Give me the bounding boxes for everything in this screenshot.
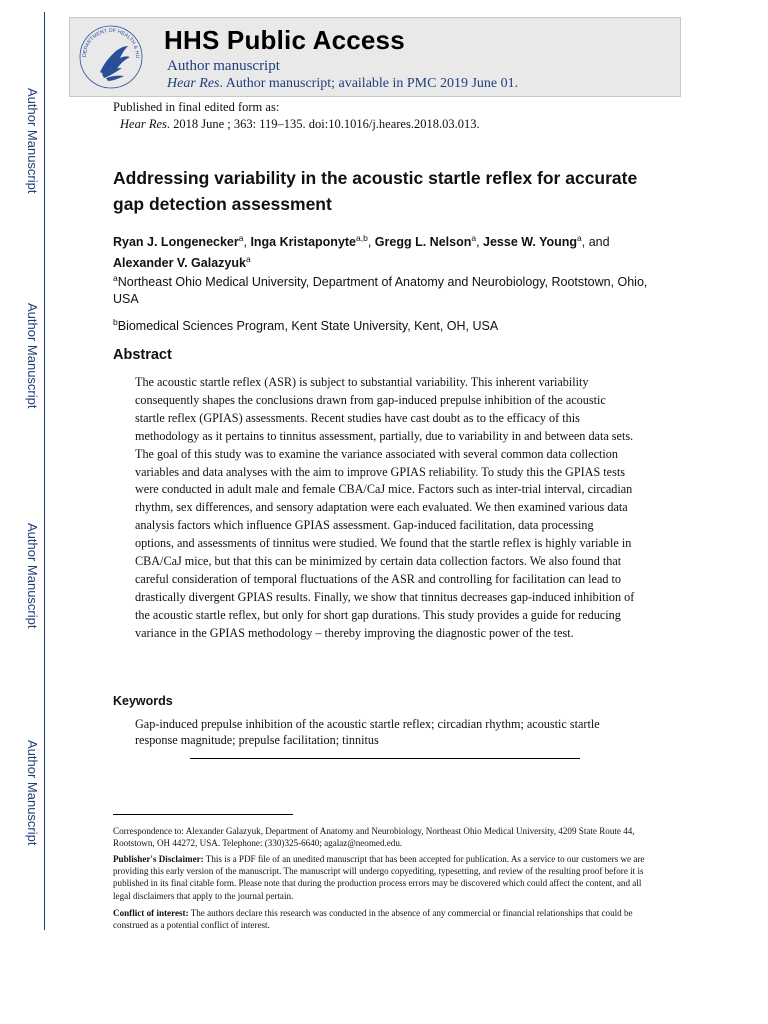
conflict-of-interest-note [113, 907, 653, 931]
author-name: Inga Kristaponyte [250, 235, 357, 250]
keywords-text: Gap-induced prepulse inhibition of the acoustic startle reflex; circadian rhythm; acoustic startle response magnitude; prepulse facilitation; tinnitus [135, 717, 600, 747]
affiliation-text: Biomedical Sciences Program, Kent State University, Kent, OH, USA [117, 319, 499, 334]
author-list [113, 230, 673, 272]
svg-text:DEPARTMENT OF HEALTH & HUMAN S [78, 24, 140, 59]
correspondence-note: Correspondence to: Alexander Galazyuk, Department of Anatomy and Neurobiology, Northeast Ohio Medical University, 4209 State Route 44, Rootstown, OH 44272, USA. Telephone: (330)325-6640; agalaz@neomed.edu. [113, 826, 635, 849]
author-separator: , [243, 235, 251, 250]
keywords-heading: Keywords [113, 694, 173, 708]
citation-details: . 2018 June ; 363: 119–135. doi:10.1016/j.heares.2018.03.013. [166, 117, 480, 131]
author-name: Gregg L. Nelson [374, 235, 472, 250]
author-separator: , [367, 235, 375, 250]
article-title: Addressing variability in the acoustic startle reflex for accurate gap detection assessment [113, 168, 638, 214]
author-affil-mark: a [245, 254, 251, 265]
conflict-text: The authors declare this research was conducted in the absence of any commercial or financial relationships that could be construed as a potential conflict of interest. [113, 908, 633, 931]
author-and: , and [581, 235, 610, 250]
affiliation-a [113, 270, 673, 308]
author-separator: , [476, 235, 484, 250]
publication-citation [120, 117, 480, 132]
author-affil-mark: a [471, 233, 477, 243]
margin-label-3: Author Manuscript [25, 523, 40, 629]
hhs-journal-name: Hear Res [167, 76, 220, 91]
keywords-divider [190, 758, 580, 759]
author-name: Ryan J. Longenecker [113, 235, 239, 250]
affiliation-text: Northeast Ohio Medical University, Department of Anatomy and Neurobiology, Rootstown, Ohio, USA [113, 275, 648, 307]
abstract-text: The acoustic startle reflex (ASR) is subject to substantial variability. This inherent variability consequently shapes the conclusions drawn from gap-induced prepulse inhibition of the acoustic startle reflex (GPIAS) assessments. Recent studies have cast doubt as to the efficacy of this methodology as it pertains to tinnitus assessment, partially, due to variability in and between data sets. The goal of this study was to examine the variance associated with several common data collection variables and data analyses with the aim to improve GPIAS reliability. To study this the GPIAS tests were conducted in adult male and female CBA/CaJ mice. Factors such as inter-trial interval, circadian rhythm, sex differences, and sensory adaptation were each evaluated. We then examined various data analysis factors which influence GPIAS assessment. Gap-induced facilitation, data processing options, and assessments of tinnitus were studied. We found that the startle reflex is highly variable in CBA/CaJ mice, but that this can be minimized by certain data collection factors. We also found that careful consideration of temporal fluctuations of the ASR and controlling for facilitation can lead to drastically divergent GPIAS results. Finally, we show that tinnitus decreases gap-induced inhibition of the acoustic startle reflex, but only for short gap durations. This study provides a guide for reducing variance in the GPIAS methodology – thereby improving the diagnostic power of the test. [135, 375, 635, 640]
citation-journal: Hear Res [120, 117, 167, 131]
affiliation-mark: a [113, 273, 118, 283]
publisher-disclaimer [113, 853, 653, 902]
disclaimer-label: Publisher's Disclaimer: [113, 854, 204, 864]
hhs-availability [167, 76, 518, 92]
margin-label-2: Author Manuscript [25, 303, 40, 409]
author-affil-mark: a [577, 233, 582, 243]
margin-label-1: Author Manuscript [25, 88, 40, 194]
footnote-divider [113, 814, 293, 815]
affiliation-mark: b [113, 317, 118, 327]
hhs-availability-text: . Author manuscript; available in PMC 2019 June 01. [219, 76, 519, 91]
published-as-label: Published in final edited form as: [113, 100, 280, 114]
seal-text: DEPARTMENT OF HEALTH & HU [81, 27, 141, 59]
author-affil-mark: a,b [356, 233, 368, 243]
disclaimer-text: This is a PDF file of an unedited manuscript that has been accepted for publication. As a service to our customers we are providing this early version of the manuscript. The manuscript will undergo copyediting, typesetting, and review of the resulting proof before it is published in its final citable form. Please note that during the production process errors may be discovered which could affect the content, and all legal disclaimers that apply to the journal pertain. [113, 854, 645, 901]
margin-label-4: Author Manuscript [25, 740, 40, 846]
hhs-eagle-seal-icon [78, 24, 144, 90]
author-name: Jesse W. Young [483, 235, 578, 250]
hhs-header [69, 17, 681, 97]
author-affil-mark: a [238, 233, 244, 243]
hhs-subtitle: Author manuscript [167, 58, 280, 74]
hhs-title: HHS Public Access [164, 25, 405, 55]
conflict-label: Conflict of interest: [113, 908, 189, 918]
author-name: Alexander V. Galazyuk [113, 256, 246, 271]
affiliation-b [113, 314, 673, 335]
abstract-heading: Abstract [113, 347, 172, 363]
margin-rule [44, 12, 45, 930]
